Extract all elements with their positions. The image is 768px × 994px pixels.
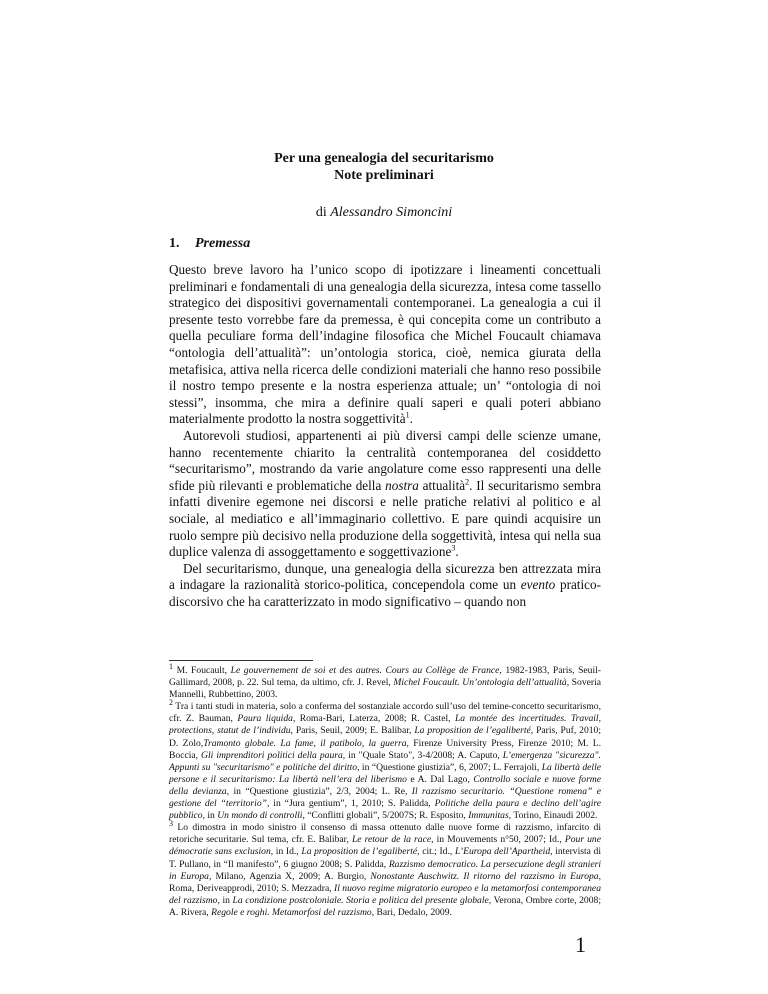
paragraph-text: . xyxy=(409,411,413,427)
emphasis: nostra xyxy=(385,477,419,493)
footnote-text: , cit.; Id., xyxy=(417,846,455,858)
footnote-title: L’emergenza "sicurezza". Appunti su "securitarismo" e politiche del diritto xyxy=(169,749,601,773)
footnote-title: La libertà delle persone e il securitarismo: La libertà nell’era del liberismo xyxy=(169,761,601,785)
paragraph-text: Autorevoli studiosi, appartenenti ai più diversi campi delle scienze umane, hanno recentemente chiarito la centralità contemporanea del cosiddetto “securitarismo”, mostrando da varie angolature come esso rappresenti una delle sfide più rilevanti e problematiche della xyxy=(169,427,601,493)
footnote-text: , Paris, Seuil, 2009; E. Balibar, xyxy=(290,725,415,737)
footnote-title: Le gouvernement de soi et des autres. Cours au Collège de France xyxy=(230,665,500,676)
section-heading xyxy=(169,236,250,252)
footnote-title: Le retour de la race xyxy=(351,834,432,846)
footnote-title: L’Europa dell’Apartheid xyxy=(454,846,551,858)
paragraph-text: . xyxy=(455,544,459,560)
title-block xyxy=(0,150,768,184)
emphasis: evento xyxy=(520,577,556,593)
section-title: Premessa xyxy=(195,236,251,251)
footnote-text: Lo dimostra in modo sinistro il consenso di massa ottenuto dalle nuove forme di razzismo, infarcito di retoriche securitarie. Sul tema, cfr. E. Balibar, xyxy=(169,822,601,846)
footnote-title: Un mondo di controlli xyxy=(217,810,303,822)
footnote-text: , Verona, Ombre corte, 2008; A. Rivera, xyxy=(169,894,601,918)
footnote-title: Regole e roghi. Metamorfosi del razzismo xyxy=(211,906,372,918)
footnote-text: , in “Questione giustizia”, 6, 2007; L. Ferrajoli, xyxy=(357,761,542,773)
body-text xyxy=(169,262,601,610)
paragraph-text: Questo breve lavoro ha l’unico scopo di ipotizzare i lineamenti concettuali preliminari e fondamentali di una genealogia della sicurezza, intesa come tassello strategico dei dispositivi governamentali contemporanei. La genealogia a cui il presente testo vorrebbe fare da premessa, è qui concepita come un contributo a quella peculiare forma dell’indagine filosofica che Michel Foucault chiamava “ontologia dell’attualità”: un’ontologia storica, cioè, nemica giurata della metafisica, attiva nella ricerca delle condizioni materiali che hanno reso possibile il nostro tempo presente e la nostra esperienza attuale; un’ “ontologia di noi stessi”, insomma, che mira a definire quali saperi e quali poteri abbiano materialmente prodotto la nostra soggettività xyxy=(169,262,601,427)
footnote-title: La proposition de l’egaliberté xyxy=(301,846,418,858)
paragraph xyxy=(169,428,601,561)
footnote-title: Gli imprenditori politici della paura xyxy=(201,749,343,761)
footnote-title: Razzismo democratico. La persecuzione degli stranieri in Europa xyxy=(169,858,601,882)
footnote-text: , intervista di T. Pullano, in “Il manifesto”, 6 giugno 2008; S. Palidda, xyxy=(169,846,601,870)
page-number: 1 xyxy=(575,932,586,957)
footnote-ref: 1 xyxy=(405,410,410,420)
paragraph-text: pratico-discorsivo che ha caratterizzato in modo significativo – quando non xyxy=(169,577,601,609)
footnote-title: La montée des incertitudes. Travail, protections, statut de l’individu xyxy=(169,713,601,737)
footnote-title: Politiche della paura e declino dell’agire pubblico xyxy=(169,798,601,822)
footnote-text: , Bari, Dedalo, 2009. xyxy=(371,906,452,918)
footnote-text: , in Mouvements n°50, 2007; Id., xyxy=(431,834,565,846)
footnote-separator xyxy=(169,660,313,661)
footnote-text: , in "Quale Stato", 3-4/2008; A. Caputo, xyxy=(342,749,503,761)
footnote-text: , Roma, Deriveapprodi, 2010; S. Mezzadra, xyxy=(169,870,601,894)
footnotes xyxy=(169,661,602,919)
footnote xyxy=(169,819,601,919)
footnote-text: , “Conflitti globali”, 5/2007S; R. Esposito, xyxy=(302,810,469,822)
footnote-text: , in “Questione giustizia”, 2/3, 2004; L. Re, xyxy=(226,785,412,797)
footnote-text: , 1982-1983, Paris, Seuil-Gallimard, 2008, p. 22. Sul tema, da ultimo, cfr. J. Revel, xyxy=(169,665,601,689)
paragraph-text: . Il securitarismo sembra infatti divenire egemone nei discorsi e nelle pratiche relativi al politico e al sociale, al mediatico e all’immaginario collettivo. E pare quindi acquisire un ruolo sempre più decisivo nella produzione della soggettività, intesa qui nella sua duplice valenza di assoggettamento e soggettivazione xyxy=(169,477,601,560)
footnote-number: 1 xyxy=(169,661,173,671)
footnote-number: 2 xyxy=(169,698,173,708)
footnote-title: Controllo sociale e nuove forme della devianza xyxy=(169,773,601,797)
author-line xyxy=(0,205,768,221)
footnote-title: Il nuovo regime migratorio europeo e la metamorfosi contemporanea del razzismo xyxy=(169,882,601,906)
footnote-text: , in xyxy=(202,810,218,822)
footnote-text: , Roma-Bari, Laterza, 2008; R. Castel, xyxy=(292,713,455,725)
footnote-title: La condizione postcoloniale. Storia e politica del presente globale xyxy=(232,894,489,906)
footnote-ref: 2 xyxy=(465,477,470,487)
footnote xyxy=(169,661,601,701)
footnote-title: Nonostante Auschwitz. Il ritorno del razzismo in Europa xyxy=(370,870,599,882)
footnote-text: M. Foucault, xyxy=(173,665,231,676)
paragraph-text: attualità xyxy=(418,477,466,493)
footnote-text: , Torino, Einaudi 2002. xyxy=(508,810,598,822)
footnote-text: , Firenze University Press, Firenze 2010; M. L. Boccia, xyxy=(169,737,601,761)
footnote-title: Immunitas xyxy=(468,810,509,822)
paragraph xyxy=(169,262,601,428)
title: Per una genealogia del securitarismo xyxy=(274,151,494,166)
footnote-text: Tra i tanti studi in materia, solo a conferma del sostanziale accordo sull’uso del temine-concetto securitarismo, cfr. Z. Bauman, xyxy=(169,701,601,725)
author-prefix: di xyxy=(315,205,331,220)
subtitle: Note preliminari xyxy=(334,168,434,183)
footnote-text: , in Id., xyxy=(270,846,302,858)
author-name: Alessandro Simoncini xyxy=(330,205,453,220)
footnote-title: Il razzismo securitario. “Questione romena” e gestione del “territorio” xyxy=(169,785,602,810)
footnote-text: , in “Jura gentium”, 1, 2010; S. Palidda, xyxy=(266,798,435,810)
footnote-text: , in xyxy=(217,894,233,906)
footnote-title: Michel Foucault. Un’ontologia dell’attualità xyxy=(393,677,567,689)
footnote-title: La proposition de l’egaliberté xyxy=(414,725,531,737)
footnote-title: Tramonto globale. La fame, il patibolo, la guerra xyxy=(203,737,407,749)
section-number: 1. xyxy=(169,236,180,251)
footnote-number: 3 xyxy=(169,819,173,829)
paragraph-text: Del securitarismo, dunque, una genealogia della sicurezza ben attrezzata mira a indagare la razionalità storico-politica, concependola come un xyxy=(169,560,601,593)
footnote-text: , Milano, Agenzia X, 2009; A. Burgio, xyxy=(208,870,371,882)
footnote-text: , Paris, Puf, 2010; D. Zolo, xyxy=(169,725,602,749)
footnote-title: Paura liquida xyxy=(237,713,293,725)
footnote xyxy=(169,698,602,822)
paragraph xyxy=(169,561,601,611)
footnote-title: Pour une démocratie sans exclusion xyxy=(169,834,601,858)
footnote-text: , Soveria Mannelli, Rubbettino, 2003. xyxy=(169,677,601,701)
footnote-text: e A. Dal Lago, xyxy=(406,773,474,785)
footnote-ref: 3 xyxy=(451,543,456,553)
